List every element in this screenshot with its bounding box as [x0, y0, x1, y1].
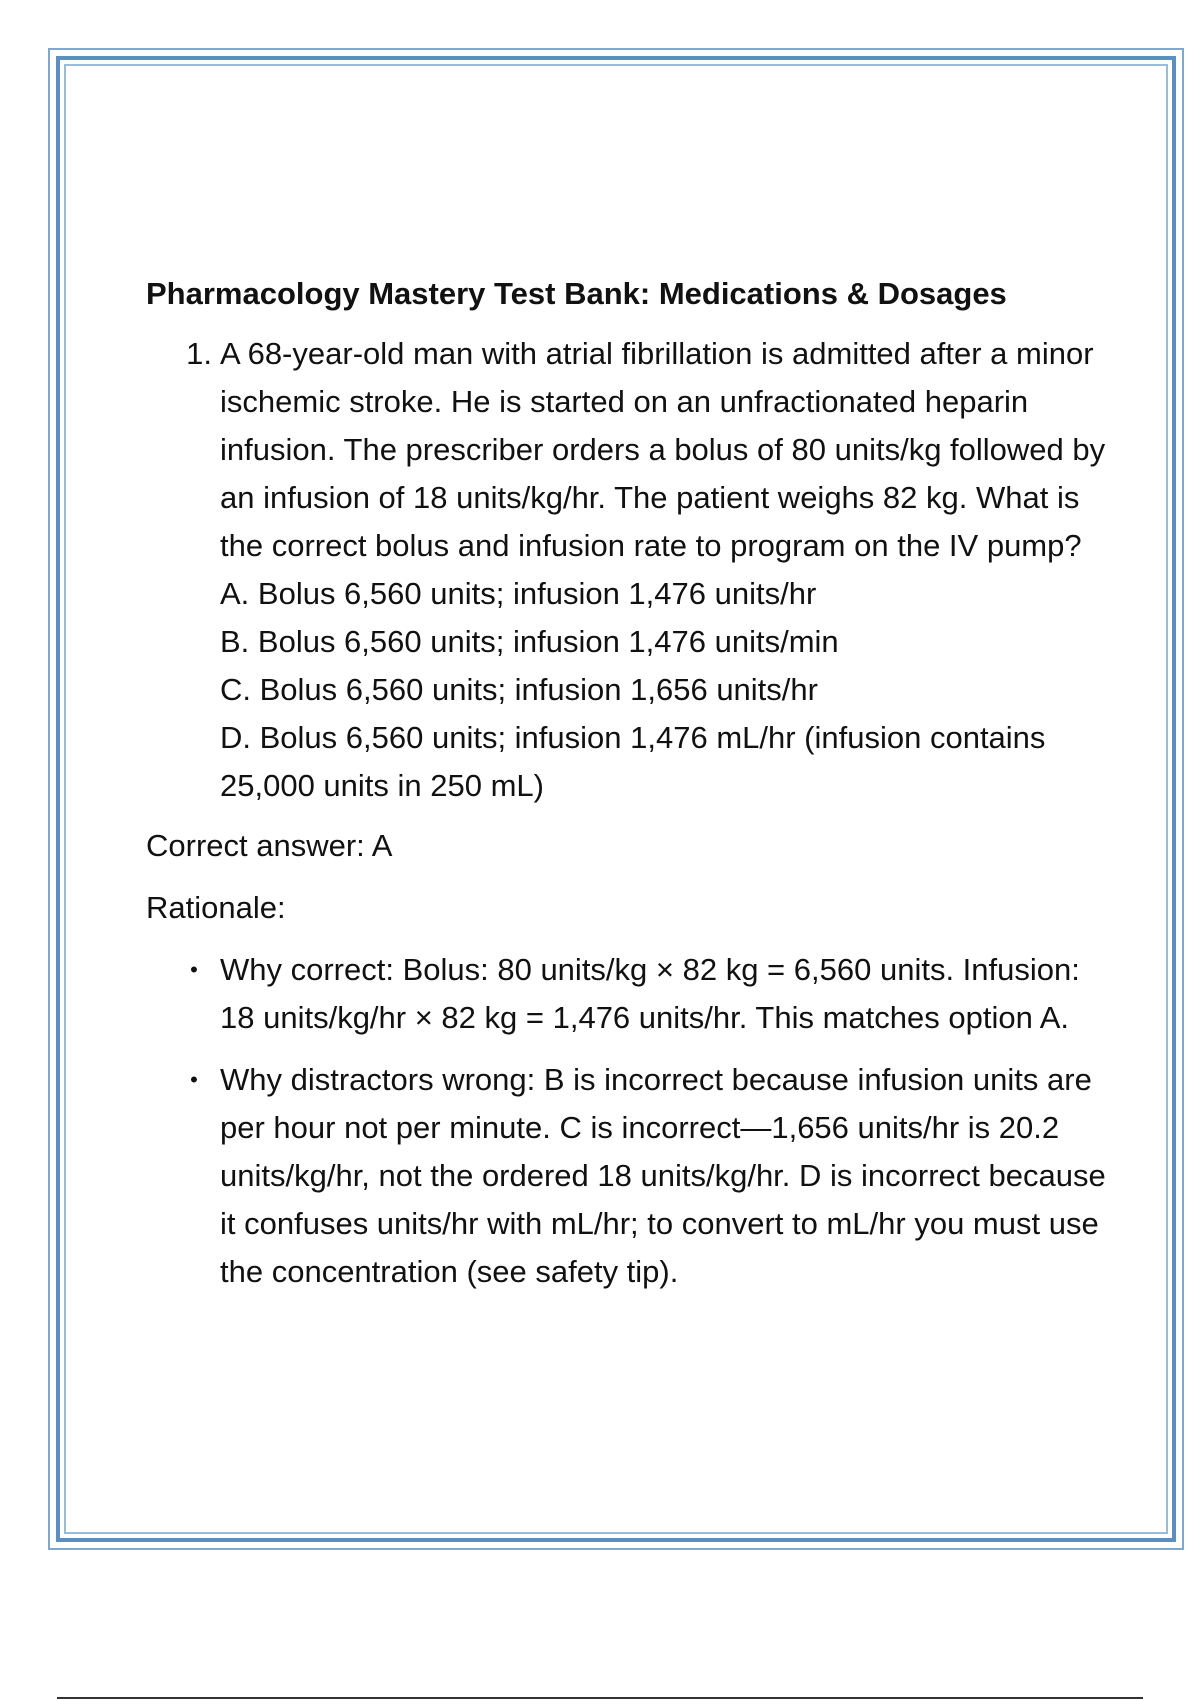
question-stem: A 68-year-old man with atrial fibrillation is admitted after a minor ischemic stroke. He is started on an unfractionated heparin infusion. The prescriber orders a bolus of 80 units/kg followed by an infusion of 18 units/kg/hr. The patient weighs 82 kg. What is the correct bolus and infusion rate to program on the IV pump? [220, 336, 1106, 563]
answer-option-a: A. Bolus 6,560 units; infusion 1,476 units/hr [220, 576, 817, 611]
rationale-text: Why correct: Bolus: 80 units/kg × 82 kg = 6,560 units. Infusion: 18 units/kg/hr × 82 kg = 1,476 units/hr. This matches option A. [220, 952, 1080, 1035]
answer-option-b: B. Bolus 6,560 units; infusion 1,476 units/min [220, 624, 839, 659]
rationale-text: Why distractors wrong: B is incorrect because infusion units are per hour not per minute. C is incorrect—1,656 units/hr is 20.2 units/kg/hr, not the ordered 18 units/kg/hr. D is incorrect because it confuses units/hr with mL/hr; to convert to mL/hr you must use the concentration (see safety tip). [220, 1062, 1106, 1289]
document-content [146, 270, 1106, 1310]
question-number: 1. [186, 336, 212, 371]
rationale-item-correct [146, 946, 1106, 1042]
document-title: Pharmacology Mastery Test Bank: Medications & Dosages [146, 276, 1007, 311]
rationale-label: Rationale: [146, 890, 286, 925]
question-body [220, 330, 1106, 810]
rationale-item-distractors [146, 1056, 1106, 1296]
correct-answer: Correct answer: A [146, 828, 393, 863]
footer-rule [57, 1697, 1143, 1699]
bullet-icon: • [190, 1067, 198, 1092]
question-item [146, 330, 1106, 810]
rationale-list [146, 946, 1106, 1296]
answer-option-d: D. Bolus 6,560 units; infusion 1,476 mL/hr (infusion contains 25,000 units in 250 mL) [220, 720, 1046, 803]
bullet-icon: • [190, 957, 198, 982]
answer-option-c: C. Bolus 6,560 units; infusion 1,656 units/hr [220, 672, 818, 707]
